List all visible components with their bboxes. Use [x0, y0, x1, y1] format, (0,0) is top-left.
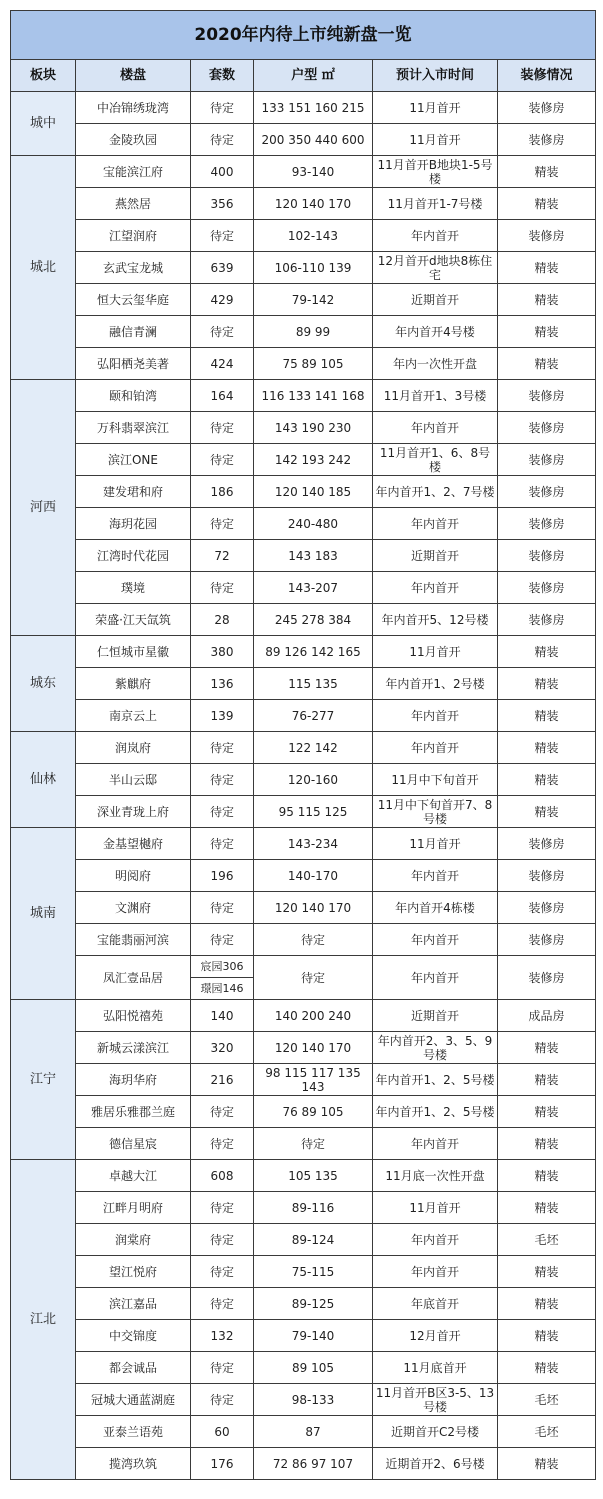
project-name-cell: 亚泰兰语苑 — [76, 1416, 191, 1448]
decoration-cell: 精装 — [498, 252, 596, 284]
table-row — [11, 796, 596, 828]
decoration-cell: 精装 — [498, 284, 596, 316]
unit-size-cell: 79-140 — [254, 1320, 373, 1352]
launch-time-cell: 年底首开 — [373, 1288, 498, 1320]
table-row — [11, 1416, 596, 1448]
project-name-cell: 海玥华府 — [76, 1064, 191, 1096]
project-name-cell: 德信星宸 — [76, 1128, 191, 1160]
project-name-cell: 卓越大江 — [76, 1160, 191, 1192]
unit-size-cell: 143 183 — [254, 540, 373, 572]
unit-size-cell: 116 133 141 168 — [254, 380, 373, 412]
launch-time-cell: 年内首开4号楼 — [373, 316, 498, 348]
district-cell: 城中 — [11, 92, 76, 156]
unit-size-cell: 140-170 — [254, 860, 373, 892]
unit-size-cell: 75 89 105 — [254, 348, 373, 380]
launch-time-cell: 11月首开1、6、8号楼 — [373, 444, 498, 476]
decoration-cell: 装修房 — [498, 92, 596, 124]
decoration-cell: 精装 — [498, 668, 596, 700]
unit-count-cell: 356 — [191, 188, 254, 220]
unit-size-cell: 115 135 — [254, 668, 373, 700]
project-name-cell: 建发珺和府 — [76, 476, 191, 508]
table-row — [11, 220, 596, 252]
unit-count-cell: 待定 — [191, 316, 254, 348]
decoration-cell: 精装 — [498, 1288, 596, 1320]
project-name-cell: 宝能翡丽河滨 — [76, 924, 191, 956]
unit-count-cell: 164 — [191, 380, 254, 412]
decoration-cell: 装修房 — [498, 508, 596, 540]
unit-size-cell: 95 115 125 — [254, 796, 373, 828]
launch-time-cell: 年内首开 — [373, 732, 498, 764]
project-name-cell: 润岚府 — [76, 732, 191, 764]
table-row — [11, 252, 596, 284]
unit-size-cell: 89-116 — [254, 1192, 373, 1224]
table-row — [11, 1064, 596, 1096]
launch-time-cell: 年内首开 — [373, 700, 498, 732]
unit-size-cell: 105 135 — [254, 1160, 373, 1192]
decoration-cell: 装修房 — [498, 892, 596, 924]
launch-time-cell: 11月底一次性开盘 — [373, 1160, 498, 1192]
header-count: 套数 — [191, 60, 254, 92]
launch-time-cell: 11月首开B区3-5、13号楼 — [373, 1384, 498, 1416]
project-name-cell: 颐和铂湾 — [76, 380, 191, 412]
decoration-cell: 装修房 — [498, 956, 596, 1000]
project-name-cell: 江畔月明府 — [76, 1192, 191, 1224]
table-row — [11, 1160, 596, 1192]
launch-time-cell: 12月首开 — [373, 1320, 498, 1352]
unit-size-cell: 待定 — [254, 956, 373, 1000]
table-row — [11, 1320, 596, 1352]
launch-time-cell: 年内首开 — [373, 572, 498, 604]
unit-count-cell: 待定 — [191, 1128, 254, 1160]
unit-count-cell: 待定 — [191, 764, 254, 796]
decoration-cell: 精装 — [498, 796, 596, 828]
decoration-cell: 装修房 — [498, 412, 596, 444]
decoration-cell: 精装 — [498, 348, 596, 380]
table-row — [11, 1384, 596, 1416]
unit-count-cell: 待定 — [191, 732, 254, 764]
project-name-cell: 海玥花园 — [76, 508, 191, 540]
decoration-cell: 精装 — [498, 1448, 596, 1480]
district-cell: 河西 — [11, 380, 76, 636]
table-row — [11, 476, 596, 508]
launch-time-cell: 年内首开2、3、5、9号楼 — [373, 1032, 498, 1064]
unit-count-cell: 待定 — [191, 796, 254, 828]
table-row — [11, 284, 596, 316]
unit-count-cell: 139 — [191, 700, 254, 732]
decoration-cell: 毛坯 — [498, 1384, 596, 1416]
unit-count-cell: 待定 — [191, 828, 254, 860]
launch-time-cell: 年内首开1、2号楼 — [373, 668, 498, 700]
launch-time-cell: 11月首开 — [373, 636, 498, 668]
unit-size-cell: 120 140 170 — [254, 1032, 373, 1064]
unit-count-cell: 待定 — [191, 444, 254, 476]
unit-count-cell: 639 — [191, 252, 254, 284]
decoration-cell: 装修房 — [498, 828, 596, 860]
unit-count-cell: 132 — [191, 1320, 254, 1352]
unit-size-cell: 75-115 — [254, 1256, 373, 1288]
decoration-cell: 精装 — [498, 700, 596, 732]
project-name-cell: 中交锦度 — [76, 1320, 191, 1352]
unit-size-cell: 120 140 185 — [254, 476, 373, 508]
table-row — [11, 700, 596, 732]
table-row — [11, 860, 596, 892]
decoration-cell: 装修房 — [498, 860, 596, 892]
unit-size-cell: 89 126 142 165 — [254, 636, 373, 668]
decoration-cell: 装修房 — [498, 604, 596, 636]
unit-size-cell: 106-110 139 — [254, 252, 373, 284]
district-cell: 城北 — [11, 156, 76, 380]
district-cell: 城东 — [11, 636, 76, 732]
table-row — [11, 1448, 596, 1480]
unit-count-cell: 176 — [191, 1448, 254, 1480]
table-row — [11, 828, 596, 860]
unit-size-cell: 245 278 384 — [254, 604, 373, 636]
listing-table — [10, 10, 596, 1480]
project-name-cell: 揽湾玖筑 — [76, 1448, 191, 1480]
unit-size-cell: 143 190 230 — [254, 412, 373, 444]
table-row — [11, 1096, 596, 1128]
launch-time-cell: 12月首开d地块8栋住宅 — [373, 252, 498, 284]
unit-size-cell: 133 151 160 215 — [254, 92, 373, 124]
project-name-cell: 万科翡翠滨江 — [76, 412, 191, 444]
launch-time-cell: 年内首开1、2、7号楼 — [373, 476, 498, 508]
launch-time-cell: 年内首开 — [373, 956, 498, 1000]
table-title: 2020年内待上市纯新盘一览 — [11, 11, 596, 60]
project-name-cell: 新城云漾滨江 — [76, 1032, 191, 1064]
table-row — [11, 764, 596, 796]
project-name-cell: 恒大云玺华庭 — [76, 284, 191, 316]
table-row — [11, 540, 596, 572]
unit-size-cell: 89-124 — [254, 1224, 373, 1256]
unit-count-cell: 140 — [191, 1000, 254, 1032]
project-name-cell: 滨江ONE — [76, 444, 191, 476]
project-name-cell: 融信青澜 — [76, 316, 191, 348]
project-name-cell: 荣盛·江天氙筑 — [76, 604, 191, 636]
unit-count-cell: 待定 — [191, 92, 254, 124]
decoration-cell: 精装 — [498, 1256, 596, 1288]
district-cell: 江北 — [11, 1160, 76, 1480]
unit-count-cell: 待定 — [191, 508, 254, 540]
decoration-cell: 装修房 — [498, 220, 596, 252]
table-row — [11, 732, 596, 764]
unit-size-cell: 89 99 — [254, 316, 373, 348]
table-row — [11, 572, 596, 604]
table-body — [11, 92, 596, 1480]
table-row — [11, 892, 596, 924]
table-row — [11, 924, 596, 956]
project-name-cell: 文渊府 — [76, 892, 191, 924]
header-row — [11, 60, 596, 92]
decoration-cell: 精装 — [498, 1064, 596, 1096]
launch-time-cell: 年内首开 — [373, 1128, 498, 1160]
table-row — [11, 604, 596, 636]
launch-time-cell: 11月首开1、3号楼 — [373, 380, 498, 412]
decoration-cell: 精装 — [498, 316, 596, 348]
table-row — [11, 92, 596, 124]
decoration-cell: 毛坯 — [498, 1416, 596, 1448]
header-district: 板块 — [11, 60, 76, 92]
table-row — [11, 956, 596, 978]
table-row — [11, 1128, 596, 1160]
unit-count-cell: 186 — [191, 476, 254, 508]
table-row — [11, 412, 596, 444]
table-row — [11, 1032, 596, 1064]
decoration-cell: 装修房 — [498, 924, 596, 956]
project-name-cell: 望江悦府 — [76, 1256, 191, 1288]
decoration-cell: 毛坯 — [498, 1224, 596, 1256]
unit-count-cell: 216 — [191, 1064, 254, 1096]
unit-size-cell: 93-140 — [254, 156, 373, 188]
decoration-cell: 精装 — [498, 1096, 596, 1128]
project-name-cell: 江望润府 — [76, 220, 191, 252]
decoration-cell: 精装 — [498, 1160, 596, 1192]
unit-count-cell: 待定 — [191, 1096, 254, 1128]
project-name-cell: 润棠府 — [76, 1224, 191, 1256]
project-name-cell: 仁恒城市星徽 — [76, 636, 191, 668]
decoration-cell: 装修房 — [498, 124, 596, 156]
launch-time-cell: 11月首开 — [373, 92, 498, 124]
unit-count-cell: 待定 — [191, 572, 254, 604]
unit-count-cell: 608 — [191, 1160, 254, 1192]
decoration-cell: 精装 — [498, 1192, 596, 1224]
project-name-cell: 滨江嘉品 — [76, 1288, 191, 1320]
table-row — [11, 636, 596, 668]
unit-size-cell: 143-207 — [254, 572, 373, 604]
unit-size-cell: 89-125 — [254, 1288, 373, 1320]
launch-time-cell: 11月中下旬首开 — [373, 764, 498, 796]
launch-time-cell: 近期首开 — [373, 284, 498, 316]
table-row — [11, 1256, 596, 1288]
unit-count-cell: 待定 — [191, 124, 254, 156]
decoration-cell: 装修房 — [498, 540, 596, 572]
unit-count-cell: 28 — [191, 604, 254, 636]
project-name-cell: 璞境 — [76, 572, 191, 604]
unit-count-cell: 待定 — [191, 924, 254, 956]
decoration-cell: 装修房 — [498, 476, 596, 508]
decoration-cell: 精装 — [498, 1032, 596, 1064]
project-name-cell: 冠城大通蓝湖庭 — [76, 1384, 191, 1416]
unit-size-cell: 79-142 — [254, 284, 373, 316]
unit-count-cell: 196 — [191, 860, 254, 892]
header-decoration: 装修情况 — [498, 60, 596, 92]
district-cell: 城南 — [11, 828, 76, 1000]
unit-size-cell: 120-160 — [254, 764, 373, 796]
decoration-cell: 精装 — [498, 1128, 596, 1160]
decoration-cell: 精装 — [498, 732, 596, 764]
launch-time-cell: 近期首开2、6号楼 — [373, 1448, 498, 1480]
project-name-cell: 雅居乐雅郡兰庭 — [76, 1096, 191, 1128]
unit-size-cell: 89 105 — [254, 1352, 373, 1384]
table-row — [11, 316, 596, 348]
table-row — [11, 1192, 596, 1224]
decoration-cell: 精装 — [498, 156, 596, 188]
decoration-cell: 精装 — [498, 1352, 596, 1384]
unit-size-cell: 72 86 97 107 — [254, 1448, 373, 1480]
launch-time-cell: 年内首开 — [373, 924, 498, 956]
unit-size-cell: 142 193 242 — [254, 444, 373, 476]
launch-time-cell: 年内首开4栋楼 — [373, 892, 498, 924]
unit-count-cell: 72 — [191, 540, 254, 572]
decoration-cell: 装修房 — [498, 444, 596, 476]
decoration-cell: 装修房 — [498, 572, 596, 604]
unit-count-cell: 待定 — [191, 220, 254, 252]
unit-count-cell: 待定 — [191, 892, 254, 924]
table-container — [10, 10, 595, 1480]
launch-time-cell: 近期首开C2号楼 — [373, 1416, 498, 1448]
unit-size-cell: 76-277 — [254, 700, 373, 732]
unit-size-cell: 140 200 240 — [254, 1000, 373, 1032]
unit-size-cell: 120 140 170 — [254, 188, 373, 220]
unit-size-cell: 待定 — [254, 924, 373, 956]
project-name-cell: 紫麒府 — [76, 668, 191, 700]
project-name-cell: 半山云邸 — [76, 764, 191, 796]
unit-size-cell: 98-133 — [254, 1384, 373, 1416]
project-name-cell: 玄武宝龙城 — [76, 252, 191, 284]
project-name-cell: 都会诚品 — [76, 1352, 191, 1384]
launch-time-cell: 年内首开 — [373, 1224, 498, 1256]
table-row — [11, 1000, 596, 1032]
unit-count-cell: 宸园306 — [191, 956, 254, 978]
unit-count-cell: 136 — [191, 668, 254, 700]
unit-size-cell: 87 — [254, 1416, 373, 1448]
unit-count-cell: 待定 — [191, 1384, 254, 1416]
launch-time-cell: 年内首开5、12号楼 — [373, 604, 498, 636]
project-name-cell: 金基望樾府 — [76, 828, 191, 860]
unit-size-cell: 143-234 — [254, 828, 373, 860]
unit-size-cell: 122 142 — [254, 732, 373, 764]
launch-time-cell: 11月首开1-7号楼 — [373, 188, 498, 220]
project-name-cell: 宝能滨江府 — [76, 156, 191, 188]
unit-count-cell: 待定 — [191, 1256, 254, 1288]
project-name-cell: 江湾时代花园 — [76, 540, 191, 572]
launch-time-cell: 11月中下旬首开7、8号楼 — [373, 796, 498, 828]
unit-count-cell: 璟园146 — [191, 978, 254, 1000]
table-row — [11, 1224, 596, 1256]
decoration-cell: 精装 — [498, 188, 596, 220]
unit-size-cell: 200 350 440 600 — [254, 124, 373, 156]
table-row — [11, 348, 596, 380]
table-row — [11, 668, 596, 700]
launch-time-cell: 11月首开 — [373, 124, 498, 156]
header-unit-size: 户型 ㎡ — [254, 60, 373, 92]
launch-time-cell: 年内首开 — [373, 412, 498, 444]
table-row — [11, 508, 596, 540]
unit-count-cell: 60 — [191, 1416, 254, 1448]
launch-time-cell: 年内首开1、2、5号楼 — [373, 1064, 498, 1096]
launch-time-cell: 年内首开 — [373, 860, 498, 892]
unit-size-cell: 待定 — [254, 1128, 373, 1160]
table-row — [11, 380, 596, 412]
launch-time-cell: 年内首开 — [373, 1256, 498, 1288]
unit-count-cell: 待定 — [191, 412, 254, 444]
unit-count-cell: 待定 — [191, 1224, 254, 1256]
unit-count-cell: 320 — [191, 1032, 254, 1064]
unit-count-cell: 429 — [191, 284, 254, 316]
unit-size-cell: 120 140 170 — [254, 892, 373, 924]
unit-size-cell: 98 115 117 135 143 — [254, 1064, 373, 1096]
unit-count-cell: 待定 — [191, 1288, 254, 1320]
decoration-cell: 成品房 — [498, 1000, 596, 1032]
decoration-cell: 精装 — [498, 764, 596, 796]
title-row — [11, 11, 596, 60]
launch-time-cell: 近期首开 — [373, 540, 498, 572]
unit-size-cell: 76 89 105 — [254, 1096, 373, 1128]
project-name-cell: 明阅府 — [76, 860, 191, 892]
project-name-cell: 弘阳栖尧美著 — [76, 348, 191, 380]
launch-time-cell: 年内首开1、2、5号楼 — [373, 1096, 498, 1128]
project-name-cell: 深业青珑上府 — [76, 796, 191, 828]
launch-time-cell: 年内首开 — [373, 220, 498, 252]
unit-size-cell: 240-480 — [254, 508, 373, 540]
header-project: 楼盘 — [76, 60, 191, 92]
launch-time-cell: 近期首开 — [373, 1000, 498, 1032]
launch-time-cell: 11月首开 — [373, 1192, 498, 1224]
table-row — [11, 1352, 596, 1384]
launch-time-cell: 年内首开 — [373, 508, 498, 540]
unit-size-cell: 102-143 — [254, 220, 373, 252]
launch-time-cell: 11月首开B地块1-5号楼 — [373, 156, 498, 188]
district-cell: 仙林 — [11, 732, 76, 828]
decoration-cell: 精装 — [498, 1320, 596, 1352]
table-row — [11, 156, 596, 188]
project-name-cell: 金陵玖园 — [76, 124, 191, 156]
project-name-cell: 中冶锦绣珑湾 — [76, 92, 191, 124]
table-row — [11, 444, 596, 476]
launch-time-cell: 年内一次性开盘 — [373, 348, 498, 380]
project-name-cell: 燕然居 — [76, 188, 191, 220]
unit-count-cell: 待定 — [191, 1352, 254, 1384]
table-row — [11, 188, 596, 220]
header-launch-time: 预计入市时间 — [373, 60, 498, 92]
launch-time-cell: 11月首开 — [373, 828, 498, 860]
unit-count-cell: 待定 — [191, 1192, 254, 1224]
unit-count-cell: 400 — [191, 156, 254, 188]
project-name-cell: 弘阳悦禧苑 — [76, 1000, 191, 1032]
table-row — [11, 124, 596, 156]
unit-count-cell: 380 — [191, 636, 254, 668]
project-name-cell: 凤汇壹品居 — [76, 956, 191, 1000]
table-row — [11, 1288, 596, 1320]
decoration-cell: 装修房 — [498, 380, 596, 412]
unit-count-cell: 424 — [191, 348, 254, 380]
project-name-cell: 南京云上 — [76, 700, 191, 732]
decoration-cell: 精装 — [498, 636, 596, 668]
district-cell: 江宁 — [11, 1000, 76, 1160]
launch-time-cell: 11月底首开 — [373, 1352, 498, 1384]
